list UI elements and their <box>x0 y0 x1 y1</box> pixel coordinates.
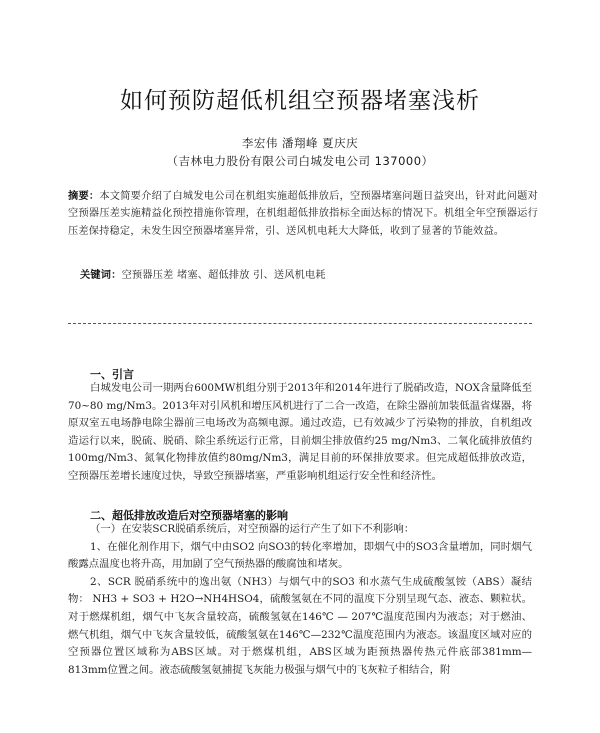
body-paragraph: 2、SCR 脱硝系统中的逸出氨（NH3）与烟气中的SO3 和水蒸气生成硫酸氢铵（ABS）凝结物： NH3 + SO3 + H2O→NH4HSO4，硫酸氢氨在不同的温度下分别呈现气态、液态、颗粒状。对于燃煤机组，烟气中飞灰含量较高，硫酸氢氨在146℃ — 207℃温度范围内为液态；对于燃油、燃气机组，烟气中飞灰含量较低，硫酸氢氨在146℃—232℃温度范围内为液态。该温度区域对应的空预器位置区域称为ABS区域。对于燃煤机组，ABS区域为距预热器传热元件底部381mm—813mm位置之间。液态硫酸氢氨捕捉飞灰能力极强与烟气中的飞灰粒子相结合，附 <box>68 575 532 676</box>
body-paragraph: （一）在安装SCR脱硝系统后，对空预器的运行产生了如下不利影响： <box>90 523 415 535</box>
paper-title: 如何预防超低机组空预器堵塞浅析 <box>120 88 480 114</box>
section-heading-impact: 二、超低排放改造后对空预器堵塞的影响 <box>90 509 288 522</box>
section-body-introduction <box>68 380 532 486</box>
body-paragraph: 白城发电公司一期两台600MW机组分别于2013年和2014年进行了脱硝改造，NOX含量降低至70~80 mg/Nm3。2013年对引风机和增压风机进行了二合一改造，在除尘器前加装低温省煤器，将原双室五电场静电除尘器前三电场改为高频电源。通过改造，已有效减少了污染物的排放，自机组改造运行以来，脱硫、脱硝、除尘系统运行正常，目前烟尘排放值约25 mg/Nm3、二氧化硫排放值约100mg/Nm3、氮氧化物排放值约80mg/Nm3，满足目前的环保排放要求。但完成超低排放改造，空预器压差增长速度过快，导致空预器堵塞，严重影响机组运行安全性和经济性。 <box>68 382 532 482</box>
abstract <box>68 188 538 240</box>
body-paragraph: 1、在催化剂作用下，烟气中由SO2 向SO3的转化率增加，即烟气中的SO3含量增加，同时烟气酸露点温度也将升高，用加剧了空气预热器的酸腐蚀和堵灰。 <box>68 540 532 571</box>
author-affiliation: （吉林电力股份有限公司白城发电公司 137000） <box>166 154 434 168</box>
section-divider <box>68 323 532 324</box>
keywords-text: 空预器压差 堵塞、超低排放 引、送风机电耗 <box>121 270 326 281</box>
abstract-text: 本文简要介绍了白城发电公司在机组实施超低排放后，空预器堵塞问题日益突出，针对此问题对空预器压差实施精益化预控措施你管理，在机组超低排放指标全面达标的情况下。机组全年空预器运行压差保持稳定，未发生因空预器堵塞异常，引、送风机电耗大大降低，收到了显著的节能效益。 <box>68 191 538 237</box>
section-body-impact <box>68 521 532 679</box>
section-heading-introduction: 一、引言 <box>90 368 134 381</box>
abstract-label: 摘要： <box>68 191 100 202</box>
keywords <box>80 266 326 281</box>
keywords-label: 关键词： <box>80 270 122 281</box>
author-list: 李宏伟 潘翔峰 夏庆庆 <box>241 136 359 150</box>
